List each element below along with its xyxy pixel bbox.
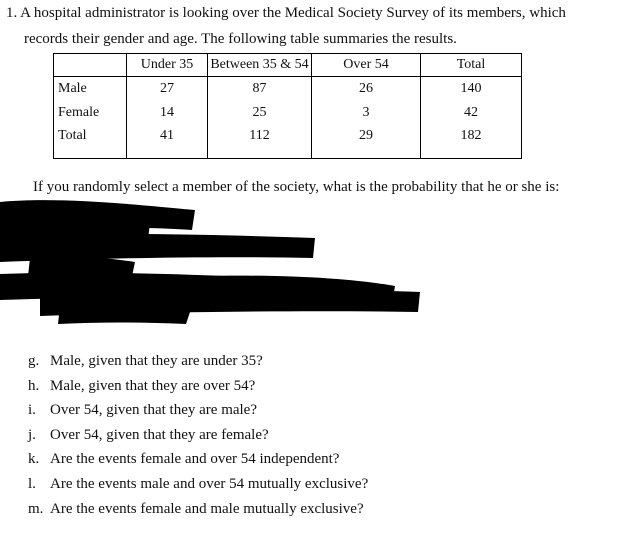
row-label: Female: [54, 101, 127, 125]
table-row: [54, 125, 522, 159]
table-row: [54, 77, 522, 102]
table-cell: 14: [127, 101, 208, 125]
list-item: [28, 398, 368, 423]
part-letter: m.: [28, 500, 44, 517]
header-under-35: Under 35: [127, 54, 208, 77]
redaction-scribble: [0, 196, 630, 346]
table-cell: 25: [208, 101, 312, 125]
part-text: Are the events female and male mutually exclusive?: [50, 500, 364, 517]
survey-table: [53, 53, 522, 159]
part-letter: j.: [28, 426, 36, 443]
part-text: Are the events female and over 54 independent?: [50, 451, 340, 468]
list-item: [28, 472, 368, 497]
probability-question: If you randomly select a member of the society, what is the probability that he or she is:: [33, 179, 560, 195]
row-label: Total: [54, 125, 127, 159]
part-letter: i.: [28, 402, 36, 419]
list-item: [28, 349, 368, 374]
part-letter: h.: [28, 377, 40, 394]
part-letter: k.: [28, 451, 40, 468]
table-cell: 87: [208, 77, 312, 102]
part-text: Are the events male and over 54 mutually exclusive?: [50, 475, 369, 492]
table-cell: 182: [421, 125, 522, 159]
part-letter: g.: [28, 353, 40, 369]
table-cell: 41: [127, 125, 208, 159]
part-letter: l.: [28, 475, 36, 492]
question-parts-list: [28, 349, 368, 521]
table-cell: 3: [312, 101, 421, 125]
part-text: Over 54, given that they are male?: [50, 402, 257, 419]
part-text: Over 54, given that they are female?: [50, 426, 269, 443]
list-item: [28, 423, 368, 448]
part-text: Male, given that they are under 35?: [50, 353, 263, 369]
problem-intro-line-2: records their gender and age. The following table summaries the results.: [24, 31, 457, 47]
table-cell: 42: [421, 101, 522, 125]
table-header-row: [54, 54, 522, 77]
table-row: [54, 101, 522, 125]
table-cell: 140: [421, 77, 522, 102]
list-item: [28, 374, 368, 399]
list-item: [28, 447, 368, 472]
table-cell: 27: [127, 77, 208, 102]
header-total: Total: [421, 54, 522, 77]
row-label: Male: [54, 77, 127, 102]
header-between-35-54: Between 35 & 54: [208, 54, 312, 77]
table-cell: 26: [312, 77, 421, 102]
part-text: Male, given that they are over 54?: [50, 377, 256, 394]
problem-intro-line-1: 1. A hospital administrator is looking over the Medical Society Survey of its members, which: [6, 5, 566, 21]
header-over-54: Over 54: [312, 54, 421, 77]
table-cell: 29: [312, 125, 421, 159]
table-cell: 112: [208, 125, 312, 159]
list-item: [28, 497, 368, 522]
table-corner-cell: [54, 54, 127, 77]
